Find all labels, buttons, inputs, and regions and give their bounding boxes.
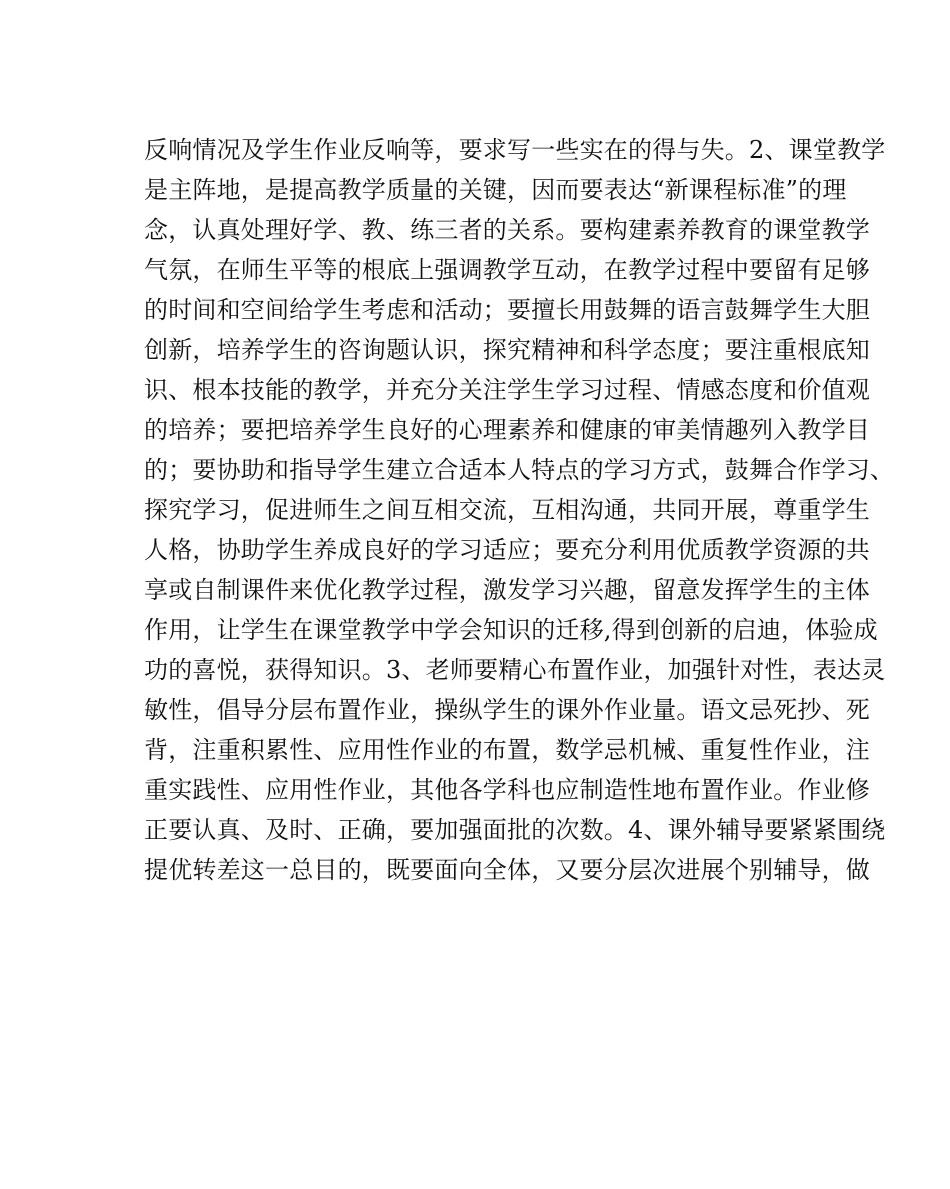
text-line: 的；要协助和指导学生建立合适本人特点的学习方式，鼓舞合作学习、 bbox=[144, 456, 895, 484]
text-line: 的时间和空间给学生考虑和活动；要擅长用鼓舞的语言鼓舞学生大胆 bbox=[144, 296, 870, 324]
text-line: 享或自制课件来优化教学过程，激发学习兴趣，留意发挥学生的主体 bbox=[144, 576, 870, 604]
text-line: 人格，协助学生养成良好的学习适应；要充分利用优质教学资源的共 bbox=[144, 536, 870, 564]
text-line: 背，注重积累性、应用性作业的布置，数学忌机械、重复性作业，注 bbox=[144, 736, 870, 764]
text-line: 作用，让学生在课堂教学中学会知识的迁移,得到创新的启迪，体验成 bbox=[144, 616, 878, 644]
body-paragraph bbox=[144, 130, 895, 890]
text-line: 气氛，在师生平等的根底上强调教学互动，在教学过程中要留有足够 bbox=[144, 256, 870, 284]
text-line: 念，认真处理好学、教、练三者的关系。要构建素养教育的课堂教学 bbox=[144, 216, 870, 244]
text-line: 敏性，倡导分层布置作业，操纵学生的课外作业量。语文忌死抄、死 bbox=[144, 696, 870, 724]
text-line: 识、根本技能的教学，并充分关注学生学习过程、情感态度和价值观 bbox=[144, 376, 870, 404]
text-line: 正要认真、及时、正确，要加强面批的次数。4、课外辅导要紧紧围绕 bbox=[144, 816, 886, 844]
text-line: 探究学习，促进师生之间互相交流，互相沟通，共同开展，尊重学生 bbox=[144, 496, 870, 524]
text-line: 提优转差这一总目的，既要面向全体，又要分层次进展个别辅导，做 bbox=[144, 856, 870, 884]
text-line: 是主阵地，是提高教学质量的关键，因而要表达“新课程标准”的理 bbox=[144, 176, 847, 204]
text-line: 反响情况及学生作业反响等，要求写一些实在的得与失。2、课堂教学 bbox=[144, 136, 886, 164]
text-line: 的培养；要把培养学生良好的心理素养和健康的审美情趣列入教学目 bbox=[144, 416, 870, 444]
text-line: 功的喜悦，获得知识。3、老师要精心布置作业，加强针对性，表达灵 bbox=[144, 656, 886, 684]
text-line: 重实践性、应用性作业，其他各学科也应制造性地布置作业。作业修 bbox=[144, 776, 870, 804]
text-line: 创新，培养学生的咨询题认识，探究精神和科学态度；要注重根底知 bbox=[144, 336, 870, 364]
